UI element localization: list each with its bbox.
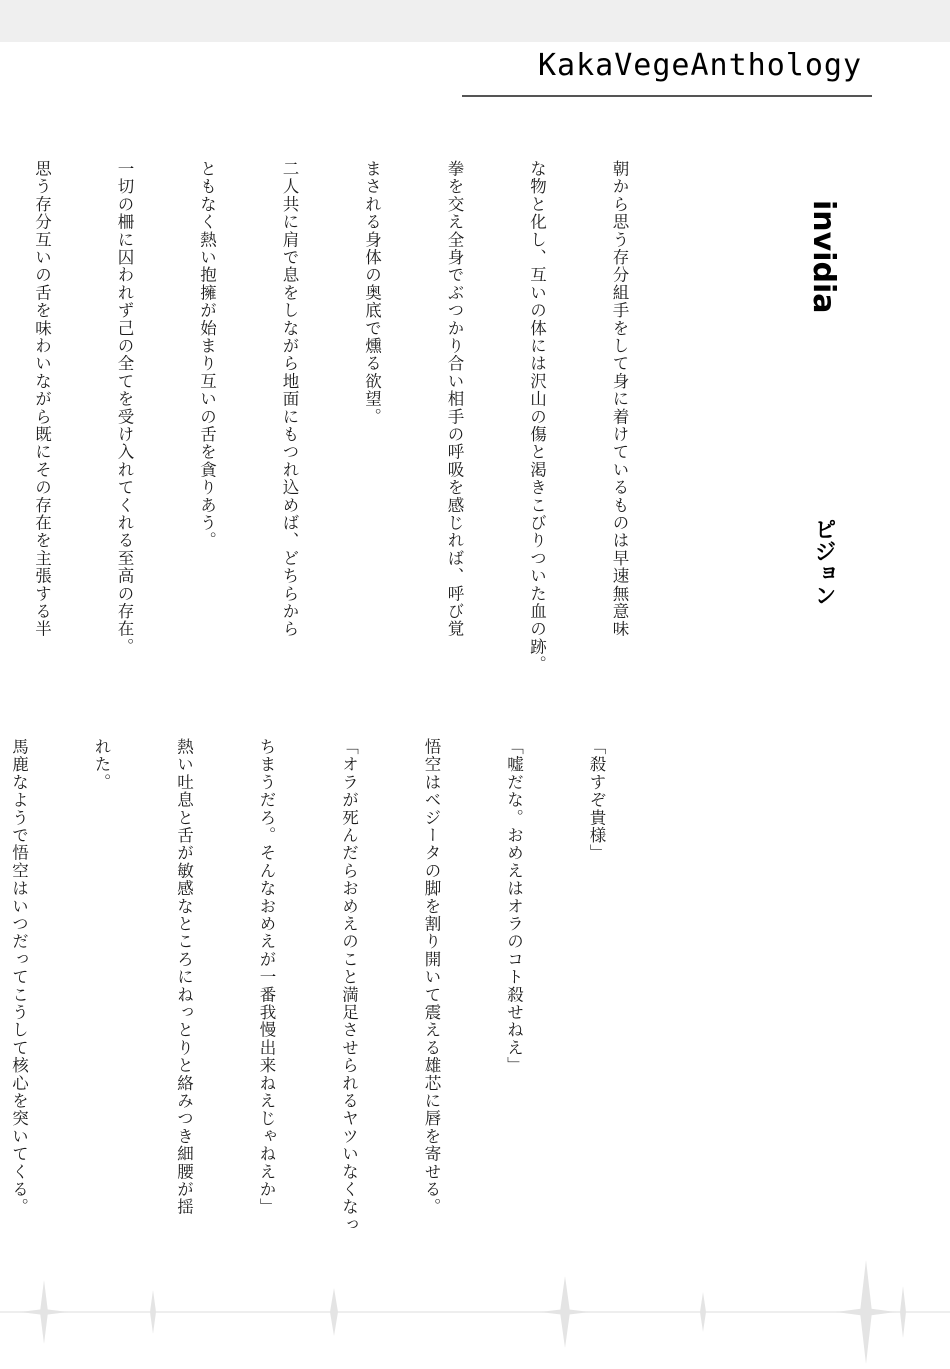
header-rule bbox=[462, 95, 872, 97]
text-line: 「嘘だな。おめえはオラのコト殺せねえ」 bbox=[504, 738, 524, 1075]
sparkle-decoration bbox=[0, 1240, 950, 1369]
text-line: 二人共に肩で息をしながら地面にもつれ込めば、どちらから bbox=[280, 160, 299, 638]
text-block-bottom bbox=[9, 738, 665, 1308]
text-line: な物と化し、互いの体には沢山の傷と渇きこびりついた血の跡。 bbox=[527, 160, 547, 674]
text-line: 「オラが死んだらおめえのこと満足させられるヤツいなくなっ bbox=[339, 738, 359, 1234]
text-line: 熱い吐息と舌が敏感なところにねっとりと絡みつき細腰が揺 bbox=[174, 738, 194, 1216]
text-line: 一切の柵に囚われず己の全てを受け入れてくれる至高の存在。 bbox=[115, 160, 134, 656]
story-author: ピジョン bbox=[811, 518, 836, 606]
anthology-title: KakaVegeAnthology bbox=[537, 48, 862, 83]
text-line: 朝から思う存分組手をして身に着けているものは早速無意味 bbox=[610, 160, 629, 638]
text-line: ちまうだろ。そんなおめえが一番我慢出来ねえじゃねえか」 bbox=[257, 738, 276, 1216]
text-block-top bbox=[32, 160, 688, 700]
text-line: 拳を交え全身でぶつかり合い相手の呼吸を感じれば、呼び覚 bbox=[445, 160, 464, 638]
text-line: 悟空はベジータの脚を割り開いて震える雄芯に唇を寄せる。 bbox=[422, 738, 441, 1216]
text-line: ともなく熱い抱擁が始まり互いの舌を貪りあう。 bbox=[197, 160, 217, 550]
header-band bbox=[0, 0, 950, 42]
text-line: まされる身体の奥底で燻る欲望。 bbox=[362, 160, 382, 426]
text-line: 思う存分互いの舌を味わいながら既にその存在を主張する半 bbox=[32, 160, 52, 638]
text-line: 「殺すぞ貴様」 bbox=[587, 738, 606, 862]
text-line: れた。 bbox=[92, 738, 111, 792]
story-title: invidia bbox=[806, 200, 841, 314]
text-line: 馬鹿なようで悟空はいつだってこうして核心を突いてくる。 bbox=[9, 738, 29, 1216]
